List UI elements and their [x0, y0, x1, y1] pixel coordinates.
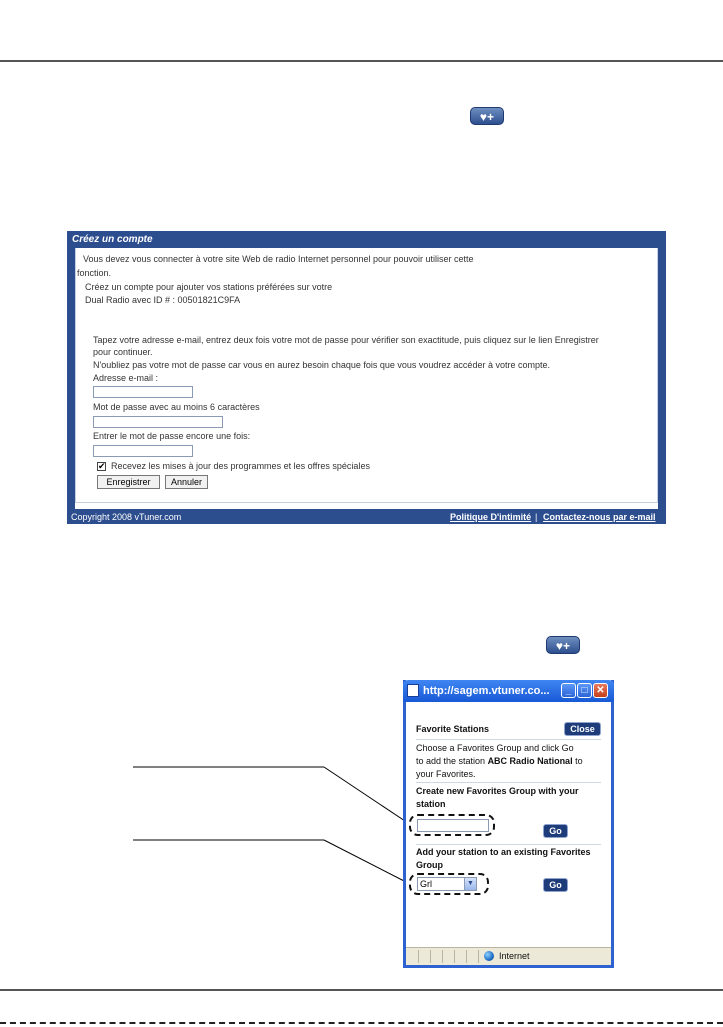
- group-select[interactable]: [417, 877, 477, 891]
- minimize-icon[interactable]: _: [561, 683, 576, 698]
- create-group-label-1: Create new Favorites Group with your: [416, 786, 579, 796]
- desc-line-1: Choose a Favorites Group and click Go: [416, 743, 574, 753]
- confirm-password-label: Entrer le mot de passe encore une fois:: [93, 431, 251, 441]
- favorite-stations-heading: Favorite Stations: [416, 724, 490, 734]
- intro-text-1: Vous devez vous connecter à votre site Web de radio Internet personnel pour pouvoir utiliser cette: [83, 254, 474, 264]
- chevron-down-icon[interactable]: ▼: [464, 878, 476, 890]
- create-group-label-2: station: [416, 799, 446, 809]
- privacy-link[interactable]: Politique D'intimité: [450, 512, 532, 522]
- popup-titlebar[interactable]: [403, 680, 614, 702]
- add-favorite-icon: ♥+: [470, 107, 504, 125]
- favorites-popup-window: [403, 680, 614, 968]
- cancel-button[interactable]: Annuler: [165, 475, 208, 489]
- instructions-2: pour continuer.: [93, 347, 153, 357]
- intro-text-3: Créez un compte pour ajouter vos stations préférées sur votre: [85, 282, 333, 292]
- callout-line-2b: [324, 840, 408, 883]
- close-window-icon[interactable]: ✕: [593, 683, 608, 698]
- footer-separator: |: [535, 512, 538, 522]
- existing-group-label-2: Group: [416, 860, 443, 870]
- status-bar: [406, 947, 611, 965]
- popup-title: http://sagem.vtuner.co...: [423, 685, 550, 697]
- desc-line-2: to add the station ABC Radio National to: [416, 756, 583, 766]
- go-button-new-group[interactable]: Go: [543, 824, 568, 838]
- globe-icon: [484, 951, 494, 961]
- instructions-3: N'oubliez pas votre mot de passe car vous en aurez besoin chaque fois que vous voudrez accéder à votre compte.: [93, 360, 550, 370]
- updates-checkbox-label: Recevez les mises à jour des programmes et les offres spéciales: [111, 461, 370, 471]
- updates-checkbox[interactable]: ✔: [98, 461, 106, 471]
- contact-link[interactable]: Contactez-nous par e-mail: [543, 512, 656, 522]
- divider: [416, 782, 601, 783]
- close-button[interactable]: Close: [564, 722, 601, 736]
- new-group-highlight: [409, 814, 495, 836]
- panel-title: Créez un compte: [67, 231, 666, 248]
- register-button[interactable]: Enregistrer: [97, 475, 160, 489]
- intro-text-2: fonction.: [77, 268, 112, 278]
- callout-line-1b: [324, 767, 408, 823]
- maximize-icon[interactable]: □: [577, 683, 592, 698]
- email-label: Adresse e-mail :: [93, 373, 159, 383]
- group-select-value: Grl: [420, 879, 432, 889]
- divider: [416, 739, 601, 740]
- bottom-rule: [0, 989, 723, 991]
- copyright-text: Copyright 2008 vTuner.com: [71, 512, 182, 522]
- new-group-input[interactable]: [417, 819, 489, 832]
- password-label: Mot de passe avec au moins 6 caractères: [93, 402, 260, 412]
- status-zone-text: Internet: [499, 951, 530, 961]
- add-favorite-icon-2: ♥+: [546, 636, 580, 654]
- existing-group-highlight: [409, 873, 489, 895]
- divider: [416, 844, 601, 845]
- desc-line-3: your Favorites.: [416, 769, 476, 779]
- device-id-text: Dual Radio avec ID # : 00501821C9FA: [85, 295, 241, 305]
- go-button-existing-group[interactable]: Go: [543, 878, 568, 892]
- existing-group-label-1: Add your station to an existing Favorites: [416, 847, 591, 857]
- page-icon: [407, 684, 419, 697]
- instructions-1: Tapez votre adresse e-mail, entrez deux fois votre mot de passe pour vérifier son exactitude, puis cliquez sur le lien Enregistrer: [93, 335, 599, 345]
- bottom-dashed-line: [0, 1022, 723, 1024]
